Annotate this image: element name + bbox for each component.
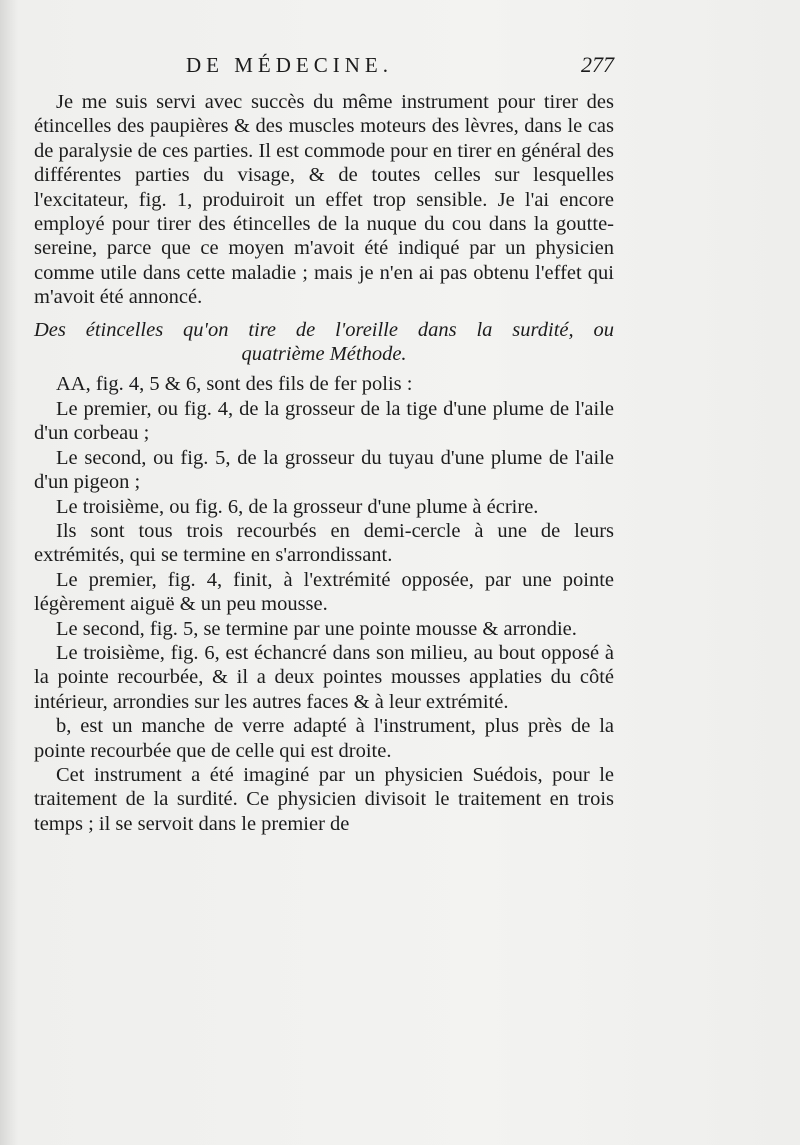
- page-number: 277: [581, 52, 614, 77]
- paragraph: Le premier, fig. 4, finit, à l'extrémité opposée, par une pointe légèrement aiguë & un peu mousse.: [34, 568, 614, 616]
- section-title-line: quatrième Méthode.: [241, 343, 407, 366]
- paragraph: Le troisième, ou fig. 6, de la grosseur d'une plume à écrire.: [56, 495, 539, 518]
- section-title: [34, 318, 614, 367]
- paragraph: Je me suis servi avec succès du même instrument pour tirer des étincelles des paupières & des muscles moteurs des lèvres, dans le cas de paralysie de ces parties. Il est commode pour en tirer en général des différentes parties du visage, & de toutes celles sur lesquelles l'excitateur, fig. 1, produiroit un effet trop sensible. Je l'ai encore employé pour tirer des étincelles de la nuque du cou dans la goutte-sereine, parce que ce moyen m'avoit été indiqué par un physicien comme utile dans cette maladie ; mais je n'en ai pas obtenu l'effet qui m'avoit été annoncé.: [34, 91, 614, 309]
- paragraph: AA, fig. 4, 5 & 6, sont des fils de fer polis :: [56, 373, 413, 396]
- paragraph: Le second, ou fig. 5, de la grosseur du tuyau d'une plume de l'aile d'un pigeon ;: [34, 446, 614, 494]
- paragraph: b, est un manche de verre adapté à l'instrument, plus près de la pointe recourbée que de celle qui est droite.: [34, 715, 614, 762]
- paragraph: Le troisième, fig. 6, est échancré dans son milieu, au bout opposé à la pointe recourbée, & il a deux pointes mousses applaties du côté intérieur, arrondies sur les autres faces & à leur extrémité.: [34, 641, 614, 713]
- page-content: [34, 52, 614, 836]
- running-head: DE MÉDECINE.: [186, 53, 393, 77]
- paragraph: Cet instrument a été imaginé par un physicien Suédois, pour le traitement de la surdité. Ce physicien divisoit le traitement en trois temps ; il se servoit dans le premier de: [34, 763, 614, 835]
- paragraph: Le second, fig. 5, se termine par une pointe mousse & arrondie.: [56, 617, 577, 640]
- section-title-line: Des étincelles qu'on tire de l'oreille dans la surdité, ou: [34, 318, 614, 341]
- paragraph: Ils sont tous trois recourbés en demi-cercle à une de leurs extrémités, qui se termine en s'arrondissant.: [34, 519, 614, 567]
- page-header: [34, 52, 614, 88]
- paragraph: Le premier, ou fig. 4, de la grosseur de la tige d'une plume de l'aile d'un corbeau ;: [34, 397, 614, 445]
